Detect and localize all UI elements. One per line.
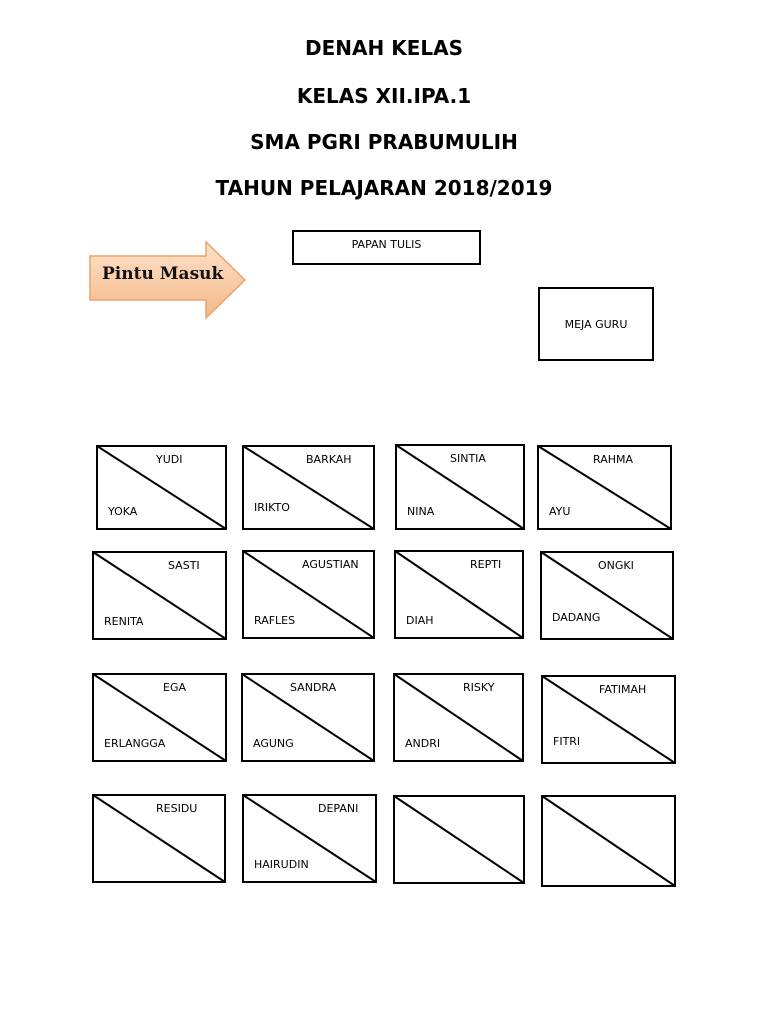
desk [242, 550, 375, 639]
papan-tulis [292, 230, 481, 265]
desk-student-bottom: RENITA [104, 615, 144, 628]
desk-diagonal [393, 795, 525, 884]
desk [541, 675, 676, 764]
desk-student-bottom: IRIKTO [254, 501, 290, 514]
desk-student-top: AGUSTIAN [302, 558, 359, 571]
desk [96, 445, 227, 530]
papan-tulis-label: PAPAN TULIS [351, 238, 422, 251]
desk-student-top: FATIMAH [599, 683, 647, 696]
desk-student-bottom: DADANG [552, 611, 601, 624]
desk [395, 444, 525, 530]
desk [537, 445, 672, 530]
desk-student-top: BARKAH [306, 453, 352, 466]
desk-student-top: SINTIA [450, 452, 486, 465]
desk-student-top: REPTI [470, 558, 502, 571]
desk [541, 795, 676, 887]
desk-student-top: RAHMA [593, 453, 634, 466]
desk [394, 550, 524, 639]
desk-student-bottom: HAIRUDIN [254, 858, 309, 871]
desk-student-bottom: ERLANGGA [104, 737, 166, 750]
desk [242, 445, 375, 530]
title-sekolah: SMA PGRI PRABUMULIH [250, 130, 518, 154]
desk-student-bottom: RAFLES [254, 614, 296, 627]
desk [393, 673, 524, 762]
meja-guru [538, 287, 654, 361]
desk-student-top: RISKY [463, 681, 495, 694]
desk-student-bottom: ANDRI [405, 737, 441, 750]
desk-student-bottom: DIAH [406, 614, 434, 627]
meja-guru-label: MEJA GURU [564, 317, 628, 331]
desk [540, 551, 674, 640]
desk [92, 794, 226, 883]
desk-student-bottom: YOKA [108, 505, 138, 518]
pintu-masuk-label: Pintu Masuk [102, 264, 224, 284]
desk [393, 795, 525, 884]
desk [92, 673, 227, 762]
desk [92, 551, 227, 640]
title-tahun-pelajaran: TAHUN PELAJARAN 2018/2019 [215, 176, 553, 200]
desk-student-top: RESIDU [156, 802, 198, 815]
desk-student-bottom: FITRI [553, 735, 581, 748]
desk-student-top: EGA [163, 681, 186, 694]
desk-student-top: DEPANI [318, 802, 359, 815]
desk-student-bottom: NINA [407, 505, 435, 518]
desk-student-top: SASTI [168, 559, 200, 572]
title-kelas: KELAS XII.IPA.1 [296, 84, 472, 108]
title-denah-kelas: DENAH KELAS [305, 36, 463, 60]
desk-student-bottom: AGUNG [253, 737, 294, 750]
desk-student-top: ONGKI [598, 559, 634, 572]
desk-student-top: SANDRA [290, 681, 337, 694]
desk-student-bottom: AYU [549, 505, 571, 518]
desk-student-top: YUDI [156, 453, 183, 466]
desk [241, 673, 375, 762]
desk-diagonal [541, 795, 676, 887]
desk [242, 794, 377, 883]
